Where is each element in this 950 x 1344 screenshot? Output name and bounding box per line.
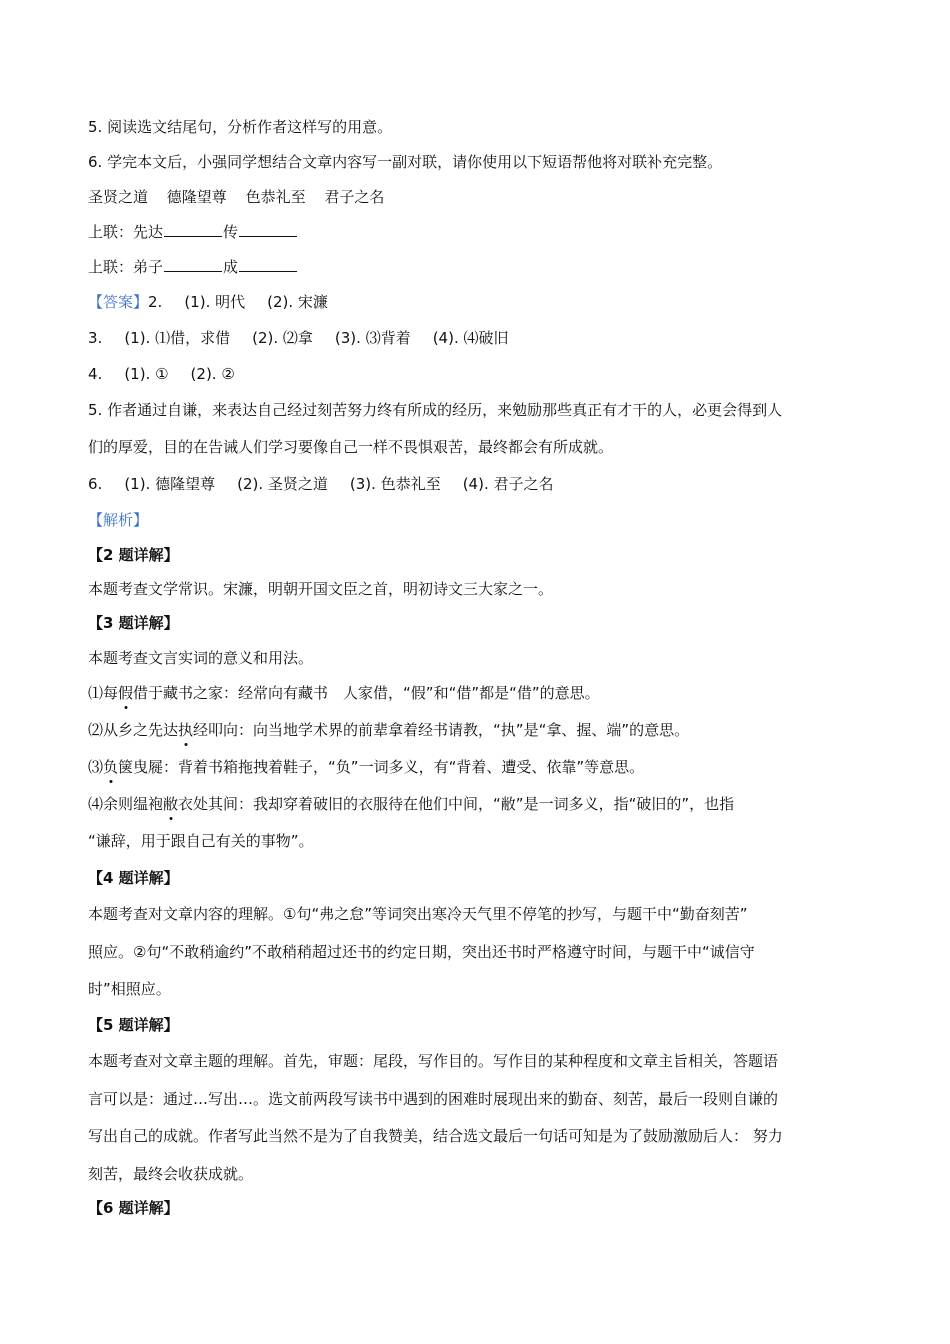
phrase: 圣贤之道	[88, 188, 149, 206]
phrase: 色恭礼至	[245, 188, 306, 206]
couplet-line-2	[88, 256, 862, 278]
item-text: ⑶	[88, 758, 104, 776]
item-text: 借于藏书之家：经常向有藏书 人家借，“假”和“借”都是“借”的意思。	[133, 684, 600, 702]
couplet-prefix: 上联：弟子	[88, 258, 164, 276]
answer-item: (1). 明代	[184, 293, 246, 311]
answer-num: 3.	[88, 329, 103, 347]
phrase-list	[88, 186, 862, 208]
section-5-line: 刻苦，最终会收获成就。	[88, 1165, 254, 1183]
section-3-title: 【3 题详解】	[88, 614, 179, 632]
couplet-prefix: 上联：先达	[88, 223, 164, 241]
emphasized-char: 假	[118, 684, 134, 702]
answer-item: (2). ②	[190, 365, 235, 383]
section-5-line: 写出自己的成就。作者写此当然不是为了自我赞美，结合选文最后一句话可知是为了鼓励激励后人： 努力	[88, 1127, 783, 1145]
item-text: ⑷余则缊袍	[88, 795, 164, 813]
answer-item: (4). 君子之名	[462, 475, 554, 493]
item-text: 衣处其间：我却穿着破旧的衣服待在他们中间，“敝”是一词多义，指“破旧的”，也指	[178, 795, 735, 813]
section-3-item-2	[88, 719, 862, 741]
question-6: 6. 学完本文后，小强同学想结合文章内容写一副对联，请你使用以下短语帮他将对联补充完整。	[88, 153, 723, 171]
couplet-line-1	[88, 221, 862, 243]
item-text: 经叩向：向当地学术界的前辈拿着经书请教，“执”是“拿、握、端”的意思。	[193, 721, 690, 739]
answer-6	[88, 473, 862, 495]
section-6-title: 【6 题详解】	[88, 1199, 179, 1217]
section-2-text: 本题考查文学常识。宋濂，明朝开国文臣之首，明初诗文三大家之一。	[88, 580, 554, 598]
section-3-item-4-cont: “谦辞，用于跟自己有关的事物”。	[88, 832, 314, 850]
section-3-item-1	[88, 682, 862, 704]
answer-4	[88, 363, 862, 385]
section-4-line: 时”相照应。	[88, 980, 171, 998]
phrase: 君子之名	[324, 188, 385, 206]
section-4-title: 【4 题详解】	[88, 869, 179, 887]
section-3-item-4	[88, 793, 862, 815]
answer-item: (4). ⑷破旧	[432, 329, 509, 347]
emphasized-char: 负	[103, 758, 119, 776]
answer-5-line-1: 5. 作者通过自谦，来表达自己经过刻苦努力终有所成的经历，来勉励那些真正有才干的人，必更会得到人	[88, 401, 783, 419]
emphasized-char: 执	[178, 721, 194, 739]
answer-5-line-2: 们的厚爱，目的在告诫人们学习要像自己一样不畏惧艰苦，最终都会有所成就。	[88, 438, 614, 456]
answer-num: 2.	[148, 293, 163, 311]
fill-blank[interactable]	[239, 256, 297, 272]
emphasized-char: 敝	[163, 795, 179, 813]
fill-blank[interactable]	[164, 221, 222, 237]
section-2-title: 【2 题详解】	[88, 546, 179, 564]
phrase: 德隆望尊	[166, 188, 227, 206]
item-text: 箧曳屣：背着书箱拖拽着鞋子，“负”一词多义，有“背着、遭受、依靠”等意思。	[118, 758, 645, 776]
answer-item: (1). ⑴借，求借	[124, 329, 231, 347]
fill-blank[interactable]	[164, 256, 222, 272]
fill-blank[interactable]	[239, 221, 297, 237]
question-5: 5. 阅读选文结尾句，分析作者这样写的用意。	[88, 118, 393, 136]
section-5-line: 本题考查对文章主题的理解。首先，审题：尾段，写作目的。写作目的某种程度和文章主旨相关，答题语	[88, 1052, 779, 1070]
answer-item: (3). 色恭礼至	[349, 475, 441, 493]
section-3-item-3	[88, 756, 862, 778]
couplet-mid: 成	[223, 258, 239, 276]
item-text: ⑴每	[88, 684, 119, 702]
answer-3	[88, 327, 862, 349]
answer-num: 4.	[88, 365, 103, 383]
answer-item: (2). 圣贤之道	[237, 475, 328, 493]
answer-2	[88, 291, 862, 313]
section-5-line: 言可以是：通过…写出…。选文前两段写读书中遇到的困难时展现出来的勤奋、刻苦，最后一段则自谦的	[88, 1090, 779, 1108]
section-4-line: 照应。②句“不敢稍逾约”不敢稍稍超过还书的约定日期，突出还书时严格遵守时间，与题干中“诚信守	[88, 943, 755, 961]
answer-item: (1). ①	[124, 365, 169, 383]
answer-item: (3). ⑶背着	[334, 329, 411, 347]
answer-item: (1). 德隆望尊	[124, 475, 216, 493]
section-3-text: 本题考查文言实词的意义和用法。	[88, 649, 314, 667]
analysis-tag: 【解析】	[88, 511, 149, 529]
answer-num: 6.	[88, 475, 103, 493]
section-5-title: 【5 题详解】	[88, 1016, 179, 1034]
couplet-mid: 传	[223, 223, 239, 241]
answer-tag: 【答案】	[88, 293, 149, 311]
section-4-line: 本题考查对文章内容的理解。①句“弗之怠”等词突出寒冷天气里不停笔的抄写，与题干中“勤奋刻苦”	[88, 905, 748, 923]
item-text: ⑵从乡之先达	[88, 721, 179, 739]
answer-item: (2). ⑵拿	[252, 329, 313, 347]
answer-item: (2). 宋濂	[267, 293, 328, 311]
